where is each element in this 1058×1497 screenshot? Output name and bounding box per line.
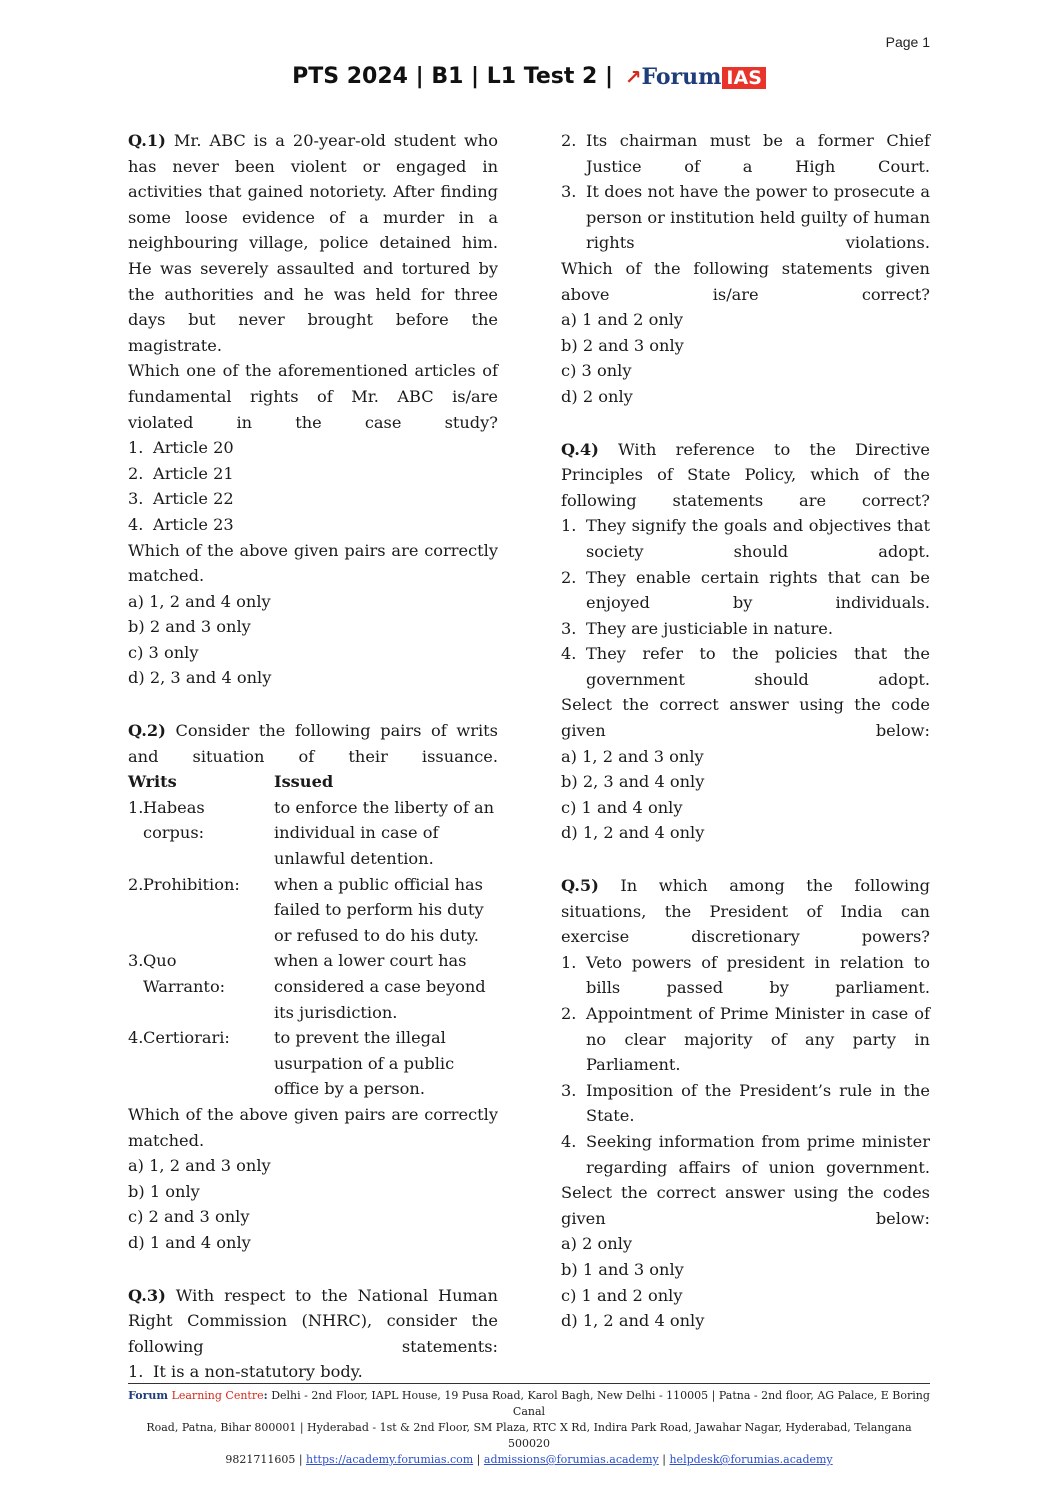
option-a: a) 2 only (561, 1234, 633, 1254)
question-4: Q.4) With reference to the Directive Principles of State Policy, which of the following statements are correct? 1. They signify the goals and objectives that society should adopt. 2. They enable certain rights that can be enjoyed by individuals. 3. They are justiciable in nature. 4. They refer to the policies that the government should adopt. Select the correct answer using the code given below: a) 1, 2 and 3 only b) 2, 3 and 4 only c) 1 and 4 only d) 1, 2 and 4 only (561, 437, 930, 847)
option-a: a) 1, 2 and 4 only (128, 591, 271, 611)
list-item: 4. They refer to the policies that the government should adopt. (561, 644, 930, 689)
list-item: 2. Its chairman must be a former Chief Justice of a High Court. (561, 131, 930, 176)
list-item: 3. They are justiciable in nature. (561, 618, 834, 638)
option-b: b) 1 and 3 only (561, 1259, 684, 1279)
writs-table-header: Writs Issued (128, 772, 334, 792)
list-item: 1. Veto powers of president in relation to bills passed by parliament. (561, 952, 930, 998)
option-a: a) 1 and 2 only (561, 310, 684, 330)
option-d: d) 1 and 4 only (128, 1232, 251, 1252)
question-5: Q.5) In which among the following situations, the President of India can exercise discretionary powers? 1. Veto powers of president in relation to bills passed by parliament. 2. Appointment of Prime Minister in case of no clear majority of any party in Parliament. 3. Imposition of the President’s rule in the State. 4. Seeking information from prime minister regarding affairs of union government. Select the correct answer using the codes given below: a) 2 only b) 1 and 3 only c) 1 and 2 only d) 1, 2 and 4 only (561, 873, 930, 1334)
option-b: b) 2, 3 and 4 only (561, 772, 705, 792)
question-text: Consider the following pairs of writs and situation of their issuance. (128, 721, 498, 766)
option-c: c) 3 only (128, 642, 199, 662)
question-2: Q.2) Consider the following pairs of writs and situation of their issuance. Writs Issued 1.Habeas corpus: to enforce the liberty of an individual in case of unlawful detention. 2.Prohibition: when a public official has failed to perform his duty or refused to do his duty. 3.Quo Warranto: when a lower court has considered a case beyond its jurisdiction. 4.Certiorari: to prevent the illegal usurpation of a public office by a person. Which of the above given pairs are correctly matched. a) 1, 2 and 3 only b) 1 only c) 2 and 3 only d) 1 and 4 only (128, 718, 498, 1255)
footer-centre: Learning Centre (171, 1389, 264, 1402)
option-d: d) 2 only (561, 386, 633, 406)
list-item: 1. They signify the goals and objectives that society should adopt. (561, 516, 930, 561)
list-item: 1. Article 20 (128, 438, 234, 458)
list-item: 3. It does not have the power to prosecute a person or institution held guilty of human rights violations. (561, 182, 930, 253)
footer-address-1: Delhi - 2nd Floor, IAPL House, 19 Pusa Road, Karol Bagh, New Delhi - 110005 | Patna - 2nd floor, AG Palace, E Boring Canal (271, 1389, 930, 1418)
right-column (561, 128, 930, 1334)
question-text: With reference to the Directive Principles of State Policy, which of the following statements are correct? (561, 439, 930, 510)
question-text: In which among the following situations, the President of India can exercise discretionary powers? (561, 876, 930, 947)
option-d: d) 1, 2 and 4 only (561, 823, 705, 843)
question-prompt: Which of the following statements given above is/are correct? (561, 258, 930, 304)
page-title (0, 64, 1058, 90)
table-row: 3.Quo Warranto: when a lower court has considered a case beyond its jurisdiction. (128, 951, 486, 1022)
forumias-logo: ↗Forum IAS (625, 64, 766, 90)
question-prompt: Which of the above given pairs are correctly matched. (128, 540, 498, 586)
option-c: c) 1 and 4 only (561, 797, 683, 817)
list-item: 4. Seeking information from prime minister regarding affairs of union government. (561, 1131, 930, 1177)
table-row: 1.Habeas corpus: to enforce the liberty of an individual in case of unlawful detention. (128, 797, 495, 869)
option-d: d) 2, 3 and 4 only (128, 668, 272, 688)
option-b: b) 2 and 3 only (128, 617, 251, 637)
list-item: 2. Article 21 (128, 463, 234, 483)
list-item: 3. Article 22 (128, 489, 234, 509)
list-item: 2. They enable certain rights that can be enjoyed by individuals. (561, 567, 930, 613)
footer-address-2: Road, Patna, Bihar 800001 | Hyderabad - 1st & 2nd Floor, SM Plaza, RTC X Rd, Indira Park Road, Jawahar Nagar, Hyderabad, Telangana 500020 (146, 1421, 912, 1450)
question-1: Q.1) Mr. ABC is a 20-year-old student who has never been violent or engaged in activities that gained notoriety. After finding some loose evidence of a murder in a neighbouring village, police detained him. He was severely assaulted and tortured by the authorities and he was held for three days but never brought before the magistrate. Which one of the aforementioned articles of fundamental rights of Mr. ABC is/are violated in the case study? 1. Article 20 2. Article 21 3. Article 22 4. Article 23 Which of the above given pairs are correctly matched. a) 1, 2 and 4 only b) 2 and 3 only c) 3 only d) 2, 3 and 4 only (128, 128, 498, 691)
admissions-email-link[interactable]: admissions@forumias.academy (483, 1453, 659, 1466)
helpdesk-email-link[interactable]: helpdesk@forumias.academy (669, 1453, 833, 1466)
left-column (128, 128, 498, 1385)
table-row: 4.Certiorari: to prevent the illegal usurpation of a public office by a person. (128, 1028, 455, 1099)
list-item: 1. It is a non-statutory body. (128, 1362, 363, 1382)
option-d: d) 1, 2 and 4 only (561, 1311, 705, 1331)
list-item: 4. Article 23 (128, 514, 234, 534)
page-number: Page 1 (885, 34, 930, 50)
question-text: Which one of the aforementioned articles of fundamental rights of Mr. ABC is/are violated in the case study? (128, 361, 498, 432)
footer-brand: Forum (128, 1389, 169, 1402)
option-b: b) 1 only (128, 1181, 200, 1201)
arrow-icon: ↗ (624, 65, 642, 89)
question-prompt: Which of the above given pairs are correctly matched. (128, 1104, 498, 1150)
question-text: With respect to the National Human Right Commission (NHRC), consider the following statements: (128, 1285, 498, 1356)
test-title: PTS 2024 | B1 | L1 Test 2 | (292, 64, 614, 89)
academy-link[interactable]: https://academy.forumias.com (306, 1453, 474, 1466)
list-item: 2. Appointment of Prime Minister in case of no clear majority of any party in Parliament. (561, 1004, 930, 1075)
option-b: b) 2 and 3 only (561, 335, 684, 355)
question-3: Q.3) With respect to the National Human Right Commission (NHRC), consider the following statements: 1. It is a non-statutory body. (128, 1283, 498, 1385)
question-text: Mr. ABC is a 20-year-old student who has never been violent or engaged in activities that gained notoriety. After finding some loose evidence of a murder in a neighbouring village, police detained him. He was severely assaulted and tortured by the authorities and he was held for three days but never brought before the magistrate. (128, 131, 498, 355)
option-c: c) 3 only (561, 361, 632, 381)
table-row: 2.Prohibition: when a public official has failed to perform his duty or refused to do his duty. (128, 874, 484, 945)
question-prompt: Select the correct answer using the codes given below: (561, 1183, 930, 1228)
list-item: 3. Imposition of the President’s rule in the State. (561, 1080, 930, 1126)
question-3-continued (561, 128, 930, 410)
option-c: c) 1 and 2 only (561, 1285, 683, 1305)
option-a: a) 1, 2 and 3 only (128, 1156, 271, 1176)
footer-phone: 9821711605 (225, 1453, 296, 1466)
footer: Forum Learning Centre: Delhi - 2nd Floor, IAPL House, 19 Pusa Road, Karol Bagh, New Delhi - 110005 | Patna - 2nd floor, AG Palace, E Boring Canal Road, Patna, Bihar 800001 | Hyderabad - 1st & 2nd Floor, SM Plaza, RTC X Rd, Indira Park Road, Jawahar Nagar, Hyderabad, Telangana 500020 9821711605 | https://academy.forumias.com | admissions@forumias.academy | helpdesk@forumias.academy (128, 1383, 930, 1468)
option-a: a) 1, 2 and 3 only (561, 746, 704, 766)
question-prompt: Select the correct answer using the code given below: (561, 695, 930, 741)
option-c: c) 2 and 3 only (128, 1207, 250, 1227)
